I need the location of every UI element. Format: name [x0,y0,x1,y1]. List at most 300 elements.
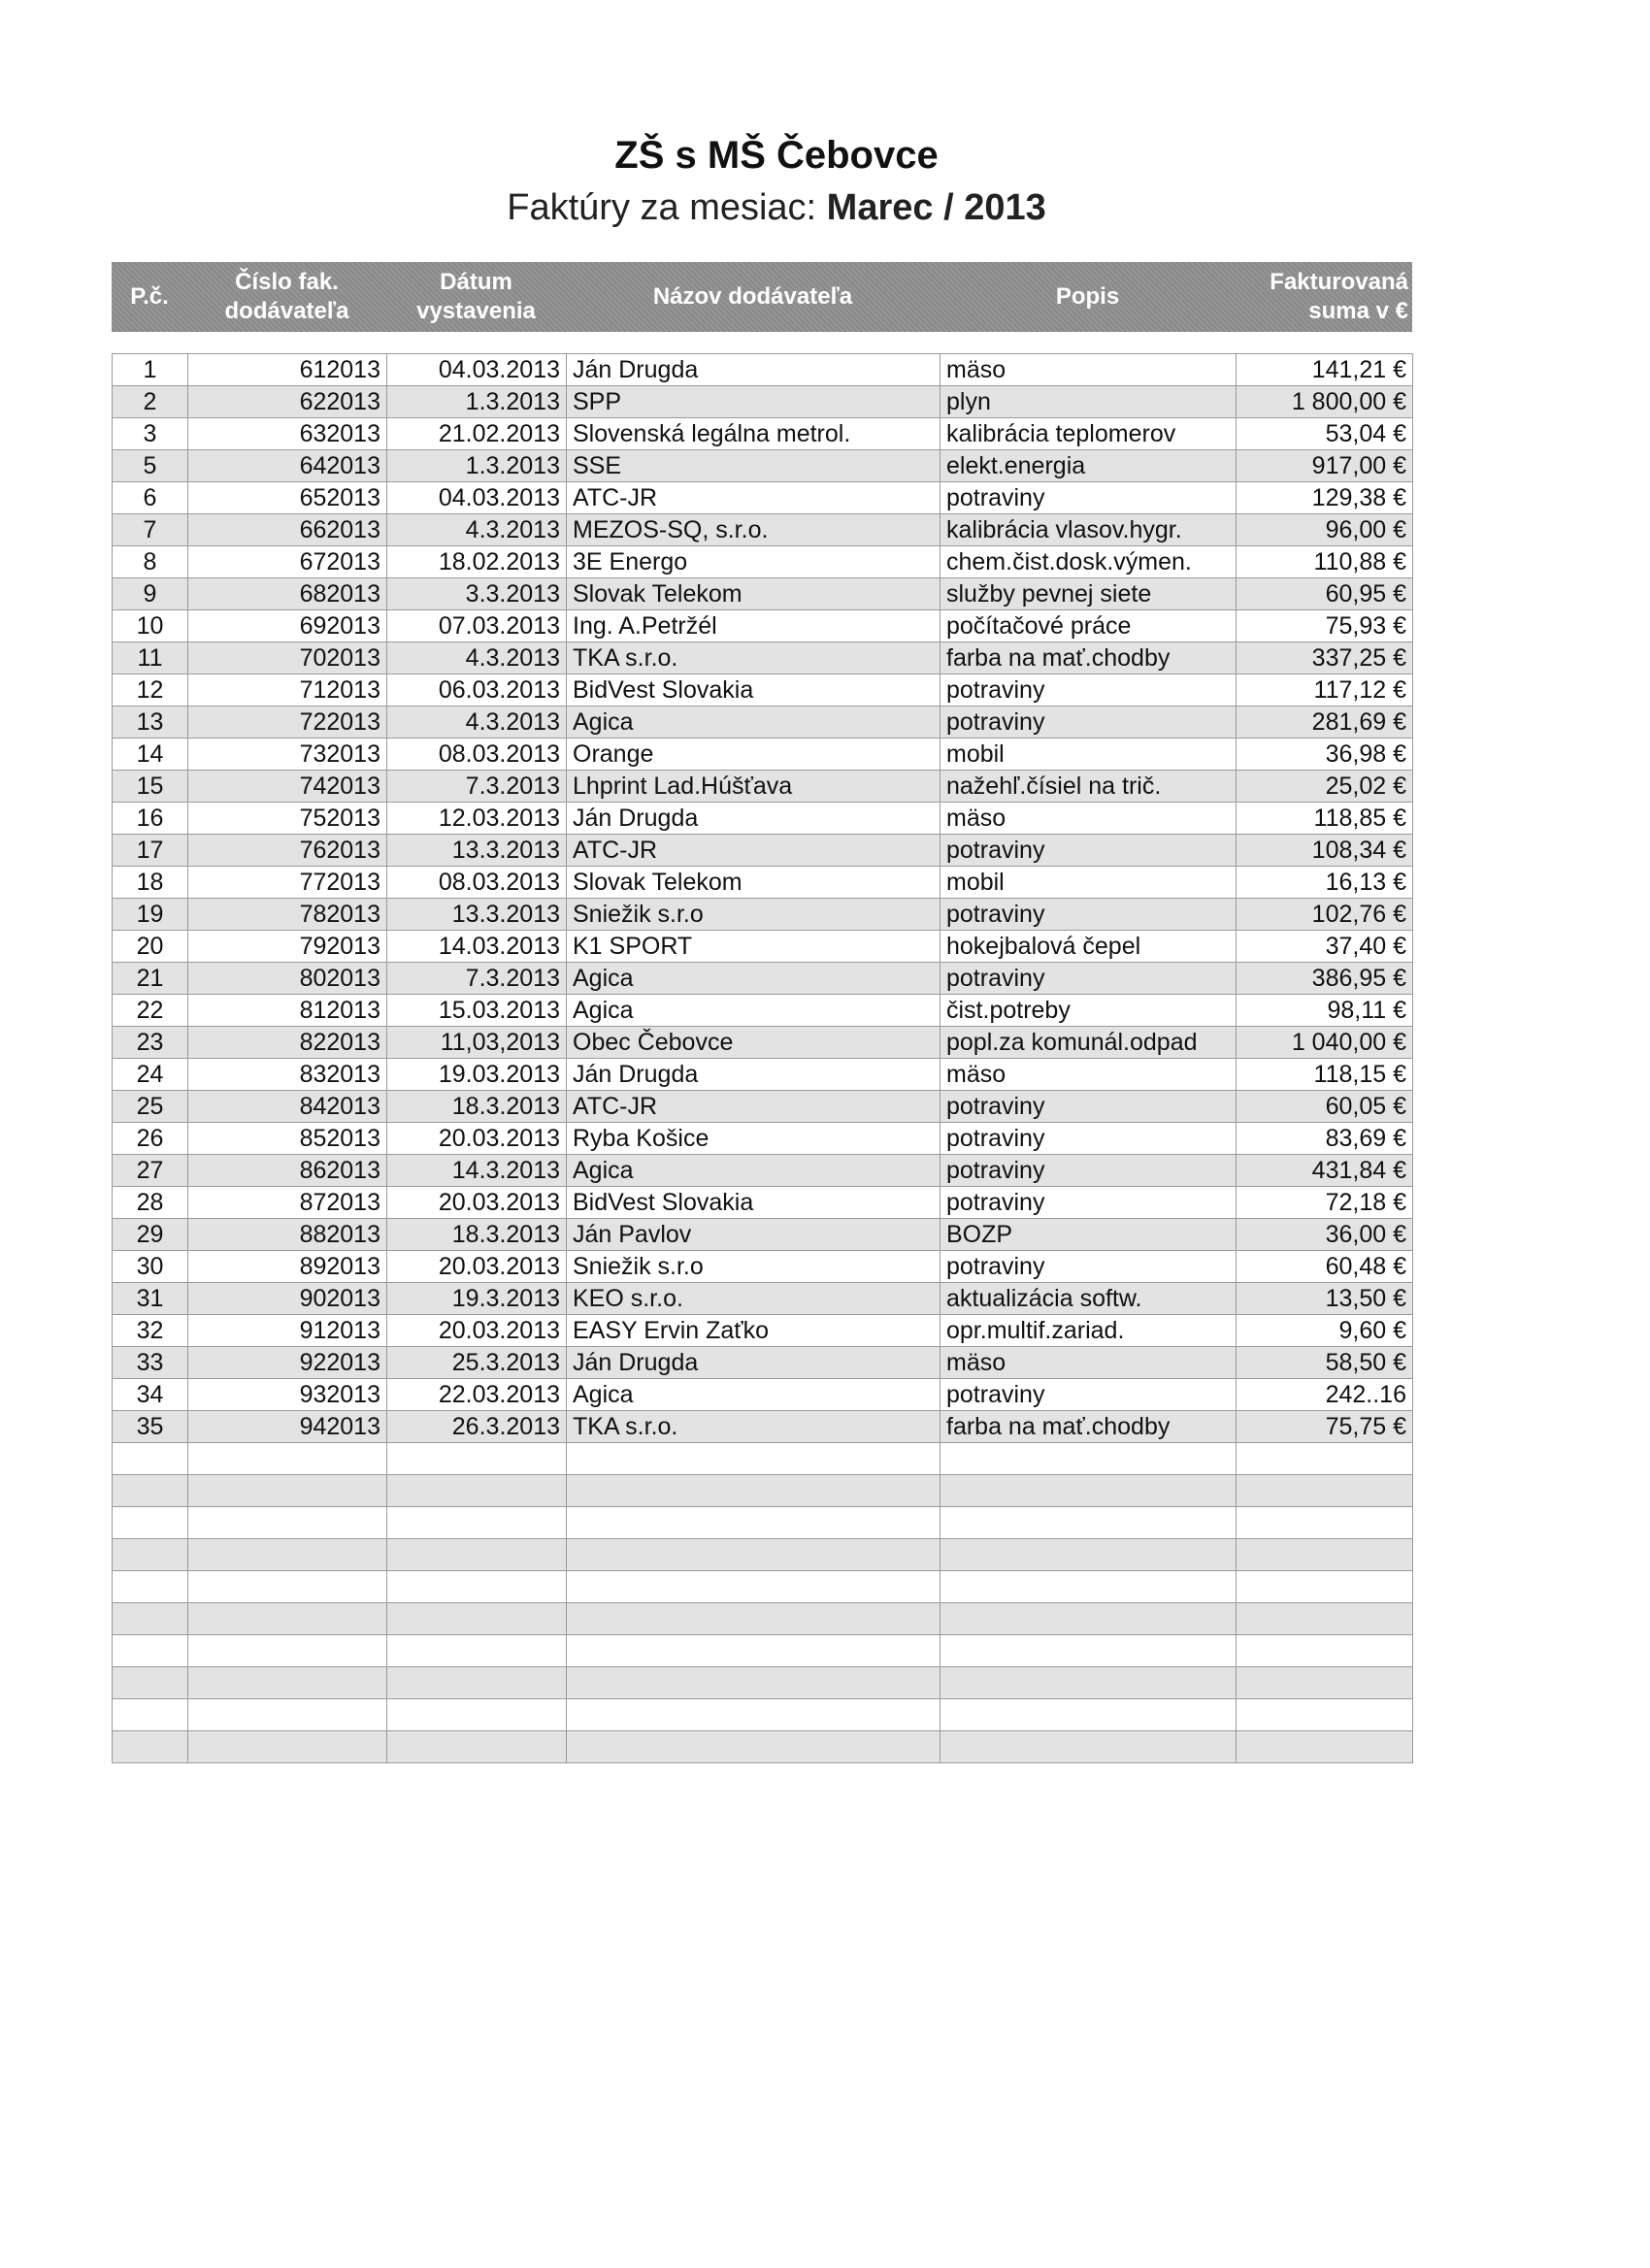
empty-cell [188,1539,387,1571]
issue-date: 22.03.2013 [387,1379,567,1411]
supplier-name: TKA s.r.o. [567,642,940,674]
row-number: 3 [113,418,188,450]
description: opr.multif.zariad. [940,1315,1237,1347]
empty-row [113,1603,1413,1635]
empty-cell [188,1443,387,1475]
table-row [113,546,1413,578]
supplier-name: Agica [567,995,940,1027]
subtitle-month: Marec / 2013 [826,187,1046,228]
table-row [113,418,1413,450]
row-number: 32 [113,1315,188,1347]
invoice-number: 642013 [188,450,387,482]
description: potraviny [940,1123,1237,1155]
amount: 117,12 € [1237,674,1413,707]
school-title: ZŠ s MŠ Čebovce [614,134,939,177]
invoice-number: 692013 [188,610,387,642]
empty-row [113,1443,1413,1475]
table-row [113,1283,1413,1315]
table-row [113,450,1413,482]
issue-date: 12.03.2013 [387,803,567,835]
empty-row [113,1571,1413,1603]
empty-cell [188,1731,387,1763]
amount: 13,50 € [1237,1283,1413,1315]
table-row [113,899,1413,931]
row-number: 18 [113,867,188,899]
table-row [113,1411,1413,1443]
issue-date: 04.03.2013 [387,482,567,514]
supplier-name: ATC-JR [567,835,940,867]
amount: 917,00 € [1237,450,1413,482]
empty-cell [940,1443,1237,1475]
description: mäso [940,1347,1237,1379]
supplier-name: Lhprint Lad.Húšťava [567,771,940,803]
table-row [113,931,1413,963]
empty-cell [940,1475,1237,1507]
empty-row [113,1731,1413,1763]
invoice-number: 862013 [188,1155,387,1187]
invoice-number: 832013 [188,1059,387,1091]
amount: 1 800,00 € [1237,386,1413,418]
issue-date: 21.02.2013 [387,418,567,450]
amount: 75,93 € [1237,610,1413,642]
row-number: 33 [113,1347,188,1379]
invoice-number: 612013 [188,354,387,386]
empty-cell [567,1475,940,1507]
empty-cell [113,1699,188,1731]
row-number: 23 [113,1027,188,1059]
empty-cell [188,1603,387,1635]
amount: 108,34 € [1237,835,1413,867]
empty-cell [188,1699,387,1731]
table-row [113,1315,1413,1347]
description: potraviny [940,482,1237,514]
empty-cell [1237,1603,1413,1635]
empty-cell [387,1475,567,1507]
issue-date: 18.3.2013 [387,1219,567,1251]
table-row [113,354,1413,386]
table-row [113,674,1413,707]
supplier-name: TKA s.r.o. [567,1411,940,1443]
empty-cell [567,1603,940,1635]
supplier-name: Orange [567,739,940,771]
amount: 72,18 € [1237,1187,1413,1219]
description: potraviny [940,1379,1237,1411]
amount: 110,88 € [1237,546,1413,578]
invoice-number: 662013 [188,514,387,546]
invoice-number: 922013 [188,1347,387,1379]
amount: 16,13 € [1237,867,1413,899]
invoice-number: 732013 [188,739,387,771]
supplier-name: SSE [567,450,940,482]
row-number: 8 [113,546,188,578]
invoice-number: 682013 [188,578,387,610]
table-row [113,1379,1413,1411]
invoice-number: 902013 [188,1283,387,1315]
table-row [113,835,1413,867]
description: kalibrácia vlasov.hygr. [940,514,1237,546]
invoice-number: 812013 [188,995,387,1027]
amount: 242..16 [1237,1379,1413,1411]
amount: 118,15 € [1237,1059,1413,1091]
issue-date: 20.03.2013 [387,1187,567,1219]
description: potraviny [940,899,1237,931]
empty-cell [188,1571,387,1603]
empty-row [113,1507,1413,1539]
invoice-number: 632013 [188,418,387,450]
issue-date: 4.3.2013 [387,707,567,739]
supplier-name: Slovak Telekom [567,578,940,610]
invoice-number: 712013 [188,674,387,707]
empty-cell [387,1539,567,1571]
issue-date: 20.03.2013 [387,1123,567,1155]
description: mäso [940,1059,1237,1091]
invoice-number: 782013 [188,899,387,931]
empty-cell [567,1699,940,1731]
empty-row [113,1539,1413,1571]
subtitle-prefix: Faktúry za mesiac: [507,187,827,228]
description: plyn [940,386,1237,418]
table-row [113,1123,1413,1155]
issue-date: 06.03.2013 [387,674,567,707]
table-row [113,1027,1413,1059]
empty-cell [113,1731,188,1763]
table-row [113,610,1413,642]
row-number: 30 [113,1251,188,1283]
empty-row [113,1635,1413,1667]
amount: 337,25 € [1237,642,1413,674]
empty-cell [113,1507,188,1539]
amount: 431,84 € [1237,1155,1413,1187]
amount: 36,98 € [1237,739,1413,771]
amount: 75,75 € [1237,1411,1413,1443]
empty-cell [387,1507,567,1539]
row-number: 10 [113,610,188,642]
issue-date: 13.3.2013 [387,899,567,931]
empty-cell [1237,1667,1413,1699]
empty-cell [113,1571,188,1603]
description: popl.za komunál.odpad [940,1027,1237,1059]
empty-cell [188,1635,387,1667]
empty-cell [113,1539,188,1571]
supplier-name: Obec Čebovce [567,1027,940,1059]
empty-cell [940,1571,1237,1603]
row-number: 27 [113,1155,188,1187]
invoice-number: 742013 [188,771,387,803]
empty-row [113,1475,1413,1507]
amount: 9,60 € [1237,1315,1413,1347]
row-number: 14 [113,739,188,771]
invoice-number: 872013 [188,1187,387,1219]
empty-cell [567,1571,940,1603]
amount: 1 040,00 € [1237,1027,1413,1059]
description: potraviny [940,1155,1237,1187]
table-row [113,1347,1413,1379]
row-number: 22 [113,995,188,1027]
row-number: 19 [113,899,188,931]
row-number: 31 [113,1283,188,1315]
description: BOZP [940,1219,1237,1251]
supplier-name: Sniežik s.r.o [567,1251,940,1283]
table-row [113,995,1413,1027]
table-row [113,642,1413,674]
row-number: 16 [113,803,188,835]
issue-date: 19.3.2013 [387,1283,567,1315]
table-row [113,514,1413,546]
col-header-amount: Fakturovaná suma v € [1270,269,1408,324]
empty-cell [1237,1571,1413,1603]
amount: 58,50 € [1237,1347,1413,1379]
row-number: 25 [113,1091,188,1123]
amount: 386,95 € [1237,963,1413,995]
row-number: 17 [113,835,188,867]
description: elekt.energia [940,450,1237,482]
amount: 36,00 € [1237,1219,1413,1251]
issue-date: 14.3.2013 [387,1155,567,1187]
supplier-name: ATC-JR [567,1091,940,1123]
description: mobil [940,867,1237,899]
issue-date: 08.03.2013 [387,867,567,899]
row-number: 21 [113,963,188,995]
issue-date: 18.02.2013 [387,546,567,578]
description: počítačové práce [940,610,1237,642]
issue-date: 4.3.2013 [387,514,567,546]
invoice-number: 792013 [188,931,387,963]
empty-cell [567,1731,940,1763]
empty-cell [567,1539,940,1571]
table-row [113,1251,1413,1283]
invoice-number: 892013 [188,1251,387,1283]
description: farba na mať.chodby [940,1411,1237,1443]
table-row [113,1091,1413,1123]
empty-cell [1237,1443,1413,1475]
empty-cell [113,1475,188,1507]
empty-cell [387,1699,567,1731]
invoice-number: 652013 [188,482,387,514]
col-header-invoice: Číslo fak. dodávateľa [224,269,349,324]
supplier-name: BidVest Slovakia [567,1187,940,1219]
table-row [113,803,1413,835]
empty-cell [940,1507,1237,1539]
amount: 102,76 € [1237,899,1413,931]
invoice-number: 772013 [188,867,387,899]
amount: 25,02 € [1237,771,1413,803]
supplier-name: Ján Drugda [567,803,940,835]
issue-date: 4.3.2013 [387,642,567,674]
description: farba na mať.chodby [940,642,1237,674]
invoice-number: 722013 [188,707,387,739]
supplier-name: KEO s.r.o. [567,1283,940,1315]
empty-cell [387,1443,567,1475]
row-number: 13 [113,707,188,739]
table-row [113,386,1413,418]
empty-cell [1237,1699,1413,1731]
description: mäso [940,803,1237,835]
empty-cell [940,1635,1237,1667]
empty-cell [387,1635,567,1667]
issue-date: 1.3.2013 [387,386,567,418]
supplier-name: Agica [567,1379,940,1411]
empty-cell [387,1603,567,1635]
amount: 60,05 € [1237,1091,1413,1123]
invoice-sheet [112,262,1412,1763]
amount: 53,04 € [1237,418,1413,450]
table-row [113,578,1413,610]
description: mäso [940,354,1237,386]
description: aktualizácia softw. [940,1283,1237,1315]
row-number: 2 [113,386,188,418]
empty-cell [567,1667,940,1699]
table-header [112,262,1412,332]
row-number: 11 [113,642,188,674]
supplier-name: BidVest Slovakia [567,674,940,707]
empty-cell [387,1571,567,1603]
invoice-number: 762013 [188,835,387,867]
invoice-number: 912013 [188,1315,387,1347]
supplier-name: EASY Ervin Zaťko [567,1315,940,1347]
description: potraviny [940,835,1237,867]
empty-cell [940,1667,1237,1699]
invoice-number: 942013 [188,1411,387,1443]
row-number: 20 [113,931,188,963]
issue-date: 20.03.2013 [387,1315,567,1347]
invoice-number: 852013 [188,1123,387,1155]
invoice-number: 702013 [188,642,387,674]
row-number: 35 [113,1411,188,1443]
description: potraviny [940,707,1237,739]
description: hokejbalová čepel [940,931,1237,963]
issue-date: 19.03.2013 [387,1059,567,1091]
empty-cell [387,1667,567,1699]
issue-date: 15.03.2013 [387,995,567,1027]
supplier-name: Ján Drugda [567,354,940,386]
issue-date: 14.03.2013 [387,931,567,963]
empty-cell [113,1443,188,1475]
report-subtitle [0,187,1553,229]
amount: 98,11 € [1237,995,1413,1027]
supplier-name: Agica [567,707,940,739]
issue-date: 26.3.2013 [387,1411,567,1443]
issue-date: 7.3.2013 [387,963,567,995]
supplier-name: Ján Pavlov [567,1219,940,1251]
empty-cell [567,1507,940,1539]
issue-date: 20.03.2013 [387,1251,567,1283]
invoice-number: 882013 [188,1219,387,1251]
description: potraviny [940,963,1237,995]
empty-row [113,1667,1413,1699]
empty-cell [567,1443,940,1475]
issue-date: 04.03.2013 [387,354,567,386]
row-number: 1 [113,354,188,386]
empty-cell [940,1539,1237,1571]
issue-date: 3.3.2013 [387,578,567,610]
invoice-number: 752013 [188,803,387,835]
invoice-number: 622013 [188,386,387,418]
empty-row [113,1699,1413,1731]
amount: 60,95 € [1237,578,1413,610]
supplier-name: Slovak Telekom [567,867,940,899]
row-number: 6 [113,482,188,514]
description: služby pevnej siete [940,578,1237,610]
description: čist.potreby [940,995,1237,1027]
supplier-name: Ryba Košice [567,1123,940,1155]
empty-cell [113,1667,188,1699]
amount: 96,00 € [1237,514,1413,546]
invoice-number: 932013 [188,1379,387,1411]
amount: 83,69 € [1237,1123,1413,1155]
issue-date: 7.3.2013 [387,771,567,803]
description: potraviny [940,1091,1237,1123]
empty-cell [940,1731,1237,1763]
table-row [113,739,1413,771]
issue-date: 18.3.2013 [387,1091,567,1123]
table-row [113,1219,1413,1251]
invoice-number: 822013 [188,1027,387,1059]
empty-cell [188,1475,387,1507]
supplier-name: Slovenská legálna metrol. [567,418,940,450]
table-row [113,867,1413,899]
supplier-name: Agica [567,963,940,995]
description: nažehľ.čísiel na trič. [940,771,1237,803]
amount: 141,21 € [1237,354,1413,386]
issue-date: 25.3.2013 [387,1347,567,1379]
issue-date: 13.3.2013 [387,835,567,867]
description: kalibrácia teplomerov [940,418,1237,450]
empty-cell [1237,1475,1413,1507]
amount: 37,40 € [1237,931,1413,963]
description: mobil [940,739,1237,771]
amount: 60,48 € [1237,1251,1413,1283]
row-number: 34 [113,1379,188,1411]
empty-cell [1237,1539,1413,1571]
row-number: 24 [113,1059,188,1091]
empty-cell [113,1603,188,1635]
description: potraviny [940,1187,1237,1219]
supplier-name: Sniežik s.r.o [567,899,940,931]
row-number: 28 [113,1187,188,1219]
invoice-table [112,353,1413,1763]
table-row [113,1187,1413,1219]
invoice-number: 802013 [188,963,387,995]
empty-cell [188,1667,387,1699]
description: potraviny [940,1251,1237,1283]
col-header-no: P.č. [130,283,169,310]
table-row [113,707,1413,739]
amount: 129,38 € [1237,482,1413,514]
issue-date: 1.3.2013 [387,450,567,482]
supplier-name: Ing. A.Petržél [567,610,940,642]
invoice-number: 842013 [188,1091,387,1123]
col-header-supplier: Názov dodávateľa [652,283,853,310]
supplier-name: SPP [567,386,940,418]
table-row [113,1155,1413,1187]
row-number: 26 [113,1123,188,1155]
empty-cell [1237,1507,1413,1539]
supplier-name: 3E Energo [567,546,940,578]
description: chem.čist.dosk.výmen. [940,546,1237,578]
empty-cell [1237,1731,1413,1763]
empty-cell [940,1699,1237,1731]
empty-cell [188,1507,387,1539]
supplier-name: K1 SPORT [567,931,940,963]
amount: 281,69 € [1237,707,1413,739]
issue-date: 07.03.2013 [387,610,567,642]
row-number: 12 [113,674,188,707]
row-number: 7 [113,514,188,546]
row-number: 29 [113,1219,188,1251]
empty-cell [113,1635,188,1667]
issue-date: 08.03.2013 [387,739,567,771]
supplier-name: MEZOS-SQ, s.r.o. [567,514,940,546]
